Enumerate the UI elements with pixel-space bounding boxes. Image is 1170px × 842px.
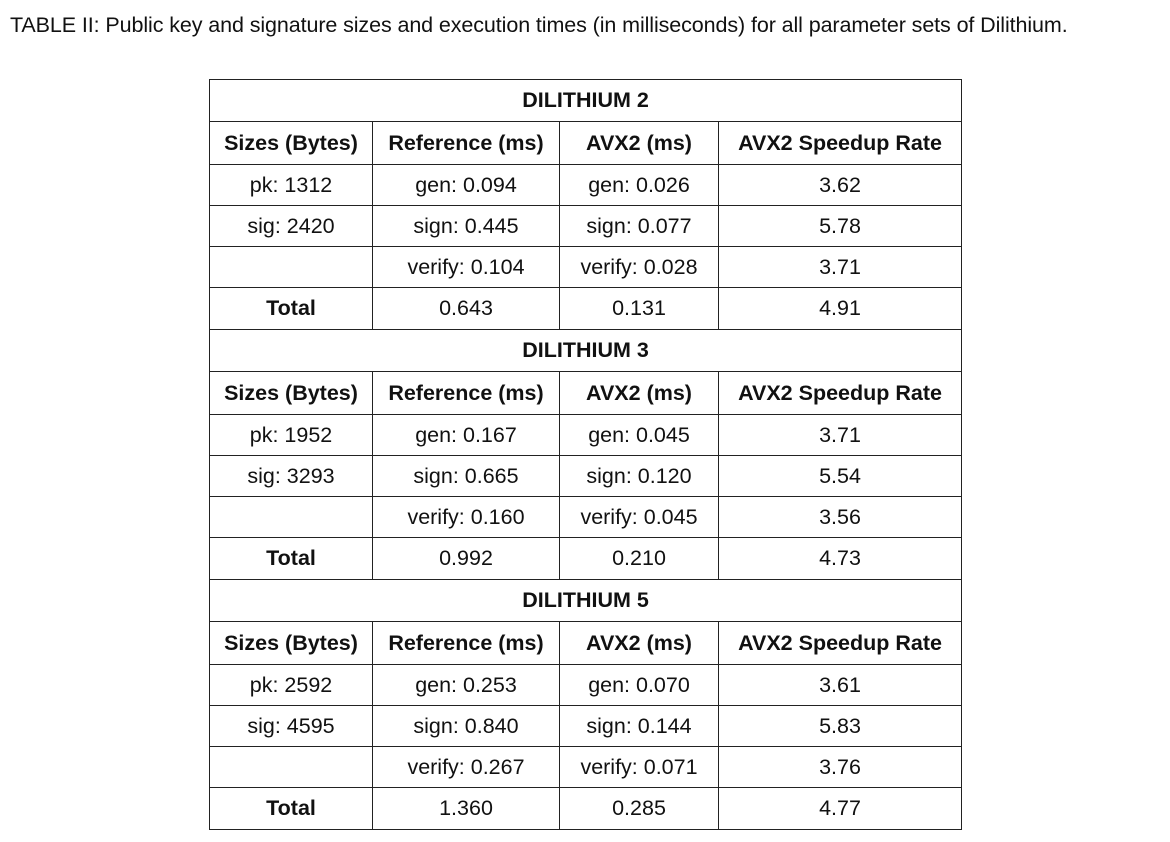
dilithium-results-table [209,79,962,830]
reference-cell: gen: 0.167 [373,415,560,456]
header-reference: Reference (ms) [373,122,560,165]
header-reference: Reference (ms) [373,372,560,415]
speedup-cell: 3.71 [719,247,962,288]
section-title: DILITHIUM 3 [210,330,962,372]
total-avx2-cell: 0.131 [560,288,719,330]
total-reference-cell: 0.643 [373,288,560,330]
size-cell: pk: 2592 [210,665,373,706]
table-row [210,497,962,538]
avx2-cell: gen: 0.045 [560,415,719,456]
header-sizes: Sizes (Bytes) [210,122,373,165]
avx2-cell: sign: 0.120 [560,456,719,497]
reference-cell: sign: 0.445 [373,206,560,247]
total-speedup-cell: 4.91 [719,288,962,330]
size-cell: sig: 3293 [210,456,373,497]
total-label: Total [210,288,373,330]
reference-cell: gen: 0.253 [373,665,560,706]
size-cell: pk: 1312 [210,165,373,206]
header-avx2: AVX2 (ms) [560,622,719,665]
avx2-cell: verify: 0.045 [560,497,719,538]
table-row [210,206,962,247]
speedup-cell: 3.62 [719,165,962,206]
header-avx2: AVX2 (ms) [560,122,719,165]
total-label: Total [210,538,373,580]
size-cell [210,747,373,788]
reference-cell: verify: 0.104 [373,247,560,288]
header-speedup: AVX2 Speedup Rate [719,622,962,665]
speedup-cell: 3.61 [719,665,962,706]
column-header-row [210,372,962,415]
total-avx2-cell: 0.285 [560,788,719,830]
section-title: DILITHIUM 5 [210,580,962,622]
avx2-cell: verify: 0.071 [560,747,719,788]
size-cell: sig: 2420 [210,206,373,247]
speedup-cell: 5.54 [719,456,962,497]
total-speedup-cell: 4.73 [719,538,962,580]
table-row [210,415,962,456]
avx2-cell: gen: 0.070 [560,665,719,706]
total-row [210,538,962,580]
header-sizes: Sizes (Bytes) [210,622,373,665]
total-row [210,788,962,830]
speedup-cell: 3.56 [719,497,962,538]
avx2-cell: sign: 0.077 [560,206,719,247]
section-title-row [210,580,962,622]
header-speedup: AVX2 Speedup Rate [719,122,962,165]
total-reference-cell: 1.360 [373,788,560,830]
header-avx2: AVX2 (ms) [560,372,719,415]
speedup-cell: 5.83 [719,706,962,747]
total-reference-cell: 0.992 [373,538,560,580]
speedup-cell: 3.71 [719,415,962,456]
reference-cell: gen: 0.094 [373,165,560,206]
table-row [210,706,962,747]
header-sizes: Sizes (Bytes) [210,372,373,415]
section-title-row [210,330,962,372]
table-row [210,747,962,788]
speedup-cell: 5.78 [719,206,962,247]
total-avx2-cell: 0.210 [560,538,719,580]
avx2-cell: gen: 0.026 [560,165,719,206]
table-row [210,247,962,288]
table-row [210,665,962,706]
table-row [210,165,962,206]
speedup-cell: 3.76 [719,747,962,788]
column-header-row [210,622,962,665]
size-cell [210,247,373,288]
table-row [210,456,962,497]
avx2-cell: verify: 0.028 [560,247,719,288]
section-title: DILITHIUM 2 [210,80,962,122]
size-cell: pk: 1952 [210,415,373,456]
section-title-row [210,80,962,122]
header-reference: Reference (ms) [373,622,560,665]
reference-cell: verify: 0.160 [373,497,560,538]
total-speedup-cell: 4.77 [719,788,962,830]
total-label: Total [210,788,373,830]
table-caption: TABLE II: Public key and signature sizes and execution times (in milliseconds) for all parameter sets of Dilithium. [10,13,1068,37]
size-cell: sig: 4595 [210,706,373,747]
reference-cell: sign: 0.840 [373,706,560,747]
avx2-cell: sign: 0.144 [560,706,719,747]
total-row [210,288,962,330]
size-cell [210,497,373,538]
header-speedup: AVX2 Speedup Rate [719,372,962,415]
column-header-row [210,122,962,165]
reference-cell: verify: 0.267 [373,747,560,788]
reference-cell: sign: 0.665 [373,456,560,497]
